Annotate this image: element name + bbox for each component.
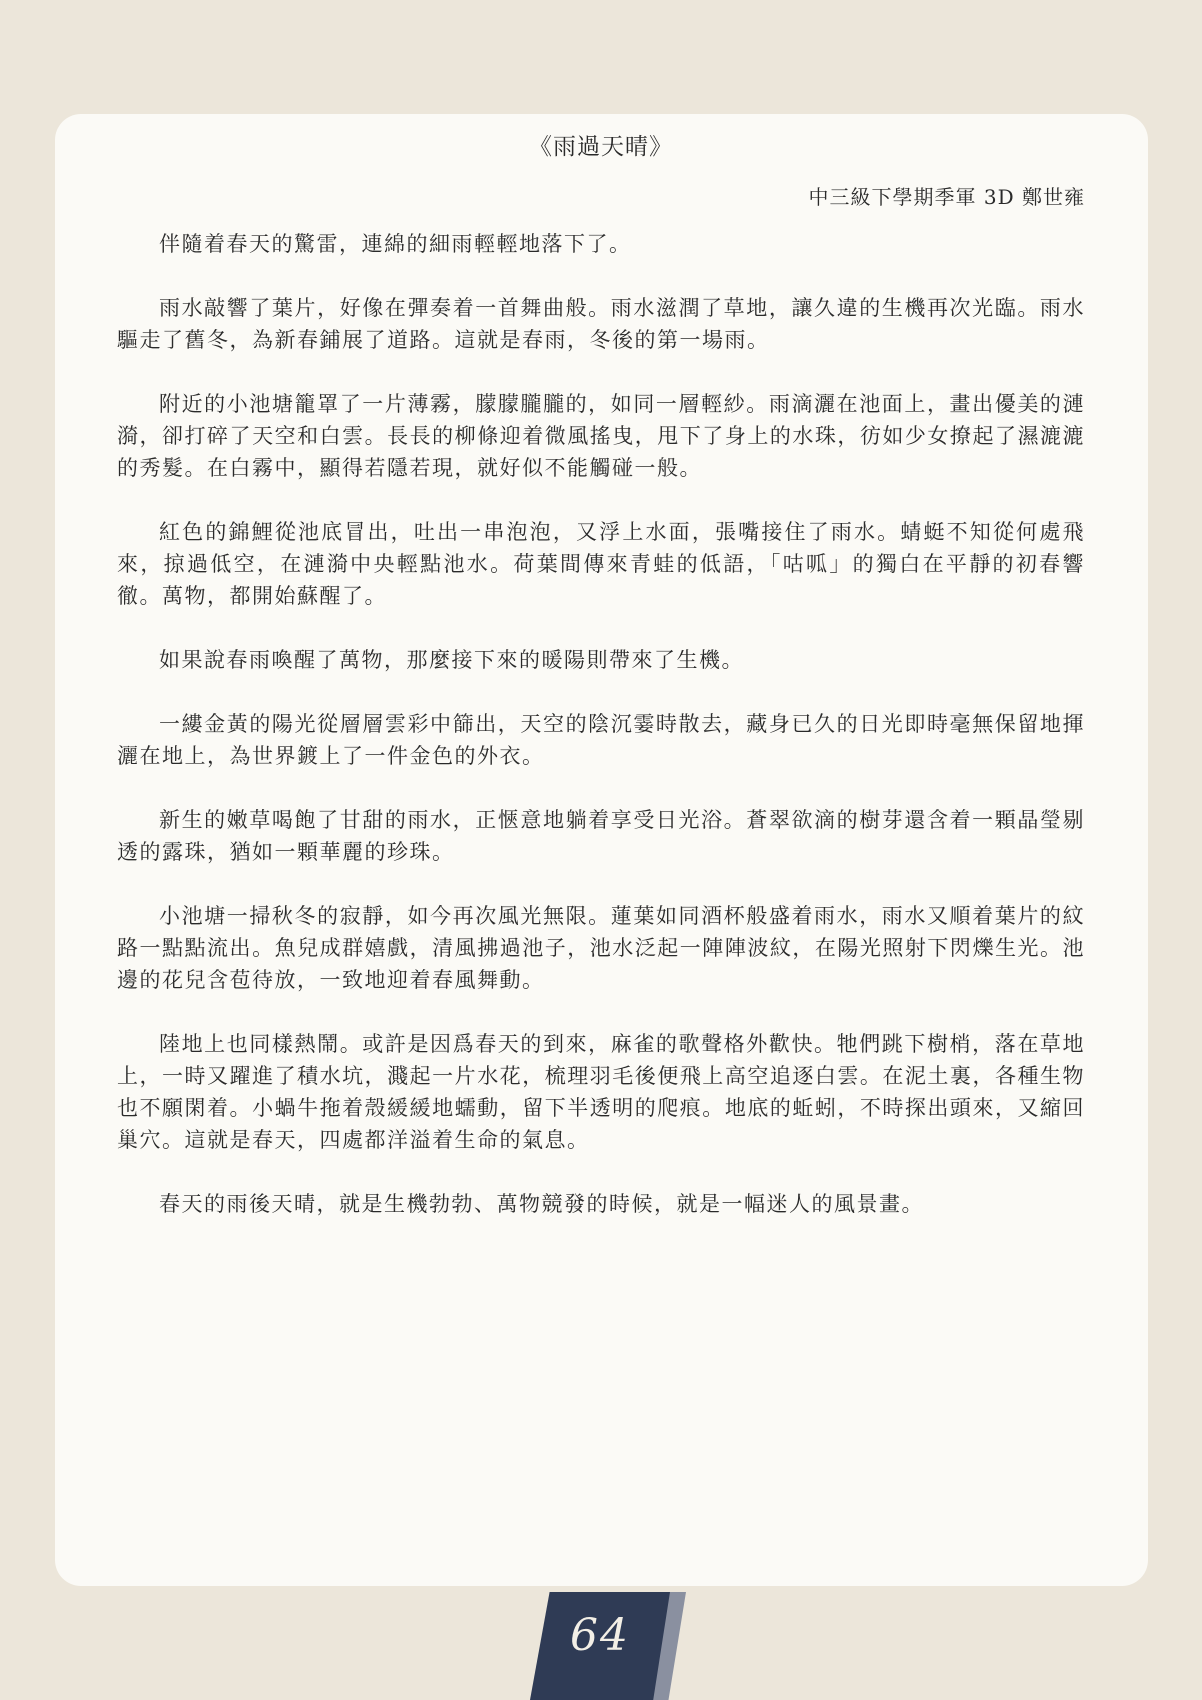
essay-paragraph: 春天的雨後天晴，就是生機勃勃、萬物競發的時候，就是一幅迷人的風景畫。 <box>159 1192 924 1216</box>
essay-paragraph: 一縷金黃的陽光從層層雲彩中篩出，天空的陰沉霎時散去，藏身已久的日光即時毫無保留地揮灑在地上，為世界鍍上了一件金色的外衣。 <box>117 712 1085 768</box>
page-number-tab <box>530 1592 690 1700</box>
essay-paragraph: 附近的小池塘籠罩了一片薄霧，朦朦朧朧的，如同一層輕紗。雨滴灑在池面上，畫出優美的漣漪，卻打碎了天空和白雲。長長的柳條迎着微風搖曳，甩下了身上的水珠，彷如少女撩起了濕漉漉的秀髮。在白霧中，顯得若隱若現，就好似不能觸碰一般。 <box>117 392 1085 480</box>
essay-card <box>55 114 1148 1586</box>
essay-body <box>117 228 1085 1220</box>
essay-title: 《雨過天晴》 <box>529 134 673 160</box>
essay-paragraph: 紅色的錦鯉從池底冒出，吐出一串泡泡，又浮上水面，張嘴接住了雨水。蜻蜓不知從何處飛來，掠過低空，在漣漪中央輕點池水。荷葉間傳來青蛙的低語，「咕呱」的獨白在平靜的初春響徹。萬物，都開始蘇醒了。 <box>117 520 1085 608</box>
page-number: 64 <box>570 1610 630 1661</box>
essay-paragraph: 伴隨着春天的驚雷，連綿的細雨輕輕地落下了。 <box>159 232 632 256</box>
essay-paragraph: 小池塘一掃秋冬的寂靜，如今再次風光無限。蓮葉如同酒杯般盛着雨水，雨水又順着葉片的紋路一點點流出。魚兒成群嬉戲，清風拂過池子，池水泛起一陣陣波紋，在陽光照射下閃爍生光。池邊的花兒含苞待放，一致地迎着春風舞動。 <box>117 904 1085 992</box>
essay-paragraph: 陸地上也同樣熱鬧。或許是因爲春天的到來，麻雀的歌聲格外歡快。牠們跳下樹梢，落在草地上，一時又躍進了積水坑，濺起一片水花，梳理羽毛後便飛上高空追逐白雲。在泥土裏，各種生物也不願閑着。小蝸牛拖着殼緩緩地蠕動，留下半透明的爬痕。地底的蚯蚓，不時探出頭來，又縮回巢穴。這就是春天，四處都洋溢着生命的氣息。 <box>117 1032 1085 1152</box>
essay-byline: 中三級下學期季軍 3D 鄭世雍 <box>808 185 1085 209</box>
essay-paragraph: 新生的嫩草喝飽了甘甜的雨水，正愜意地躺着享受日光浴。蒼翠欲滴的樹芽還含着一顆晶瑩剔透的露珠，猶如一顆華麗的珍珠。 <box>117 808 1085 864</box>
essay-paragraph: 如果說春雨喚醒了萬物，那麼接下來的暖陽則帶來了生機。 <box>159 648 744 672</box>
essay-paragraph: 雨水敲響了葉片，好像在彈奏着一首舞曲般。雨水滋潤了草地，讓久違的生機再次光臨。雨水驅走了舊冬，為新春鋪展了道路。這就是春雨，冬後的第一場雨。 <box>117 296 1085 352</box>
